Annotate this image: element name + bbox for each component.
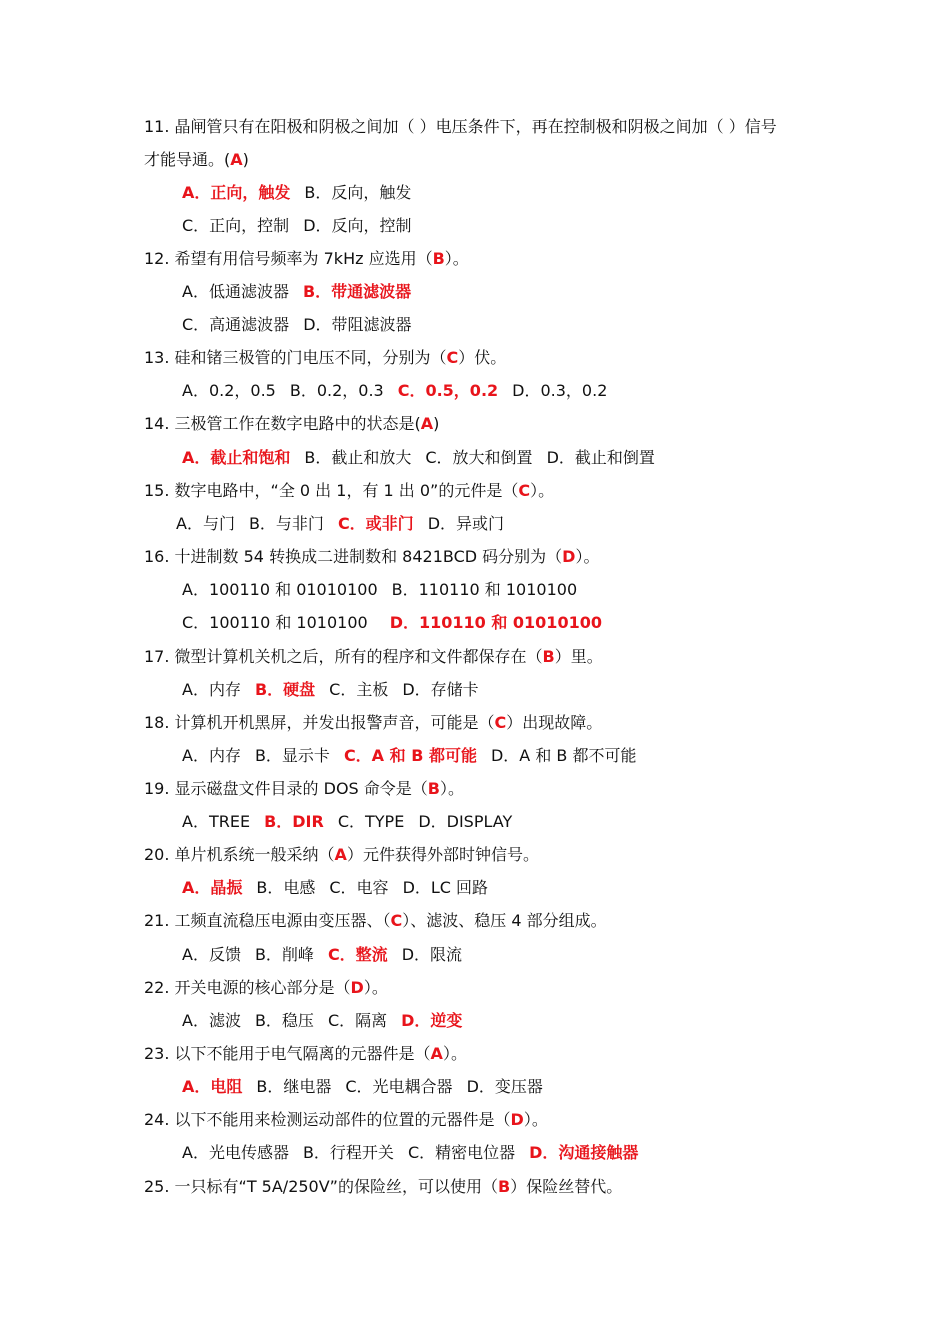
stem-text: ）出现故障。: [506, 713, 603, 732]
stem-text: 23. 以下不能用于电气隔离的元器件是（: [144, 1044, 431, 1063]
question-12-options-2: [182, 313, 862, 337]
question-11-stem: [144, 115, 824, 139]
stem-text: 14. 三极管工作在数字电路中的状态是(: [144, 414, 421, 433]
question-21-options: [182, 943, 862, 967]
answer-letter: D: [562, 547, 576, 566]
option-correct: B．硬盘: [254, 680, 316, 699]
question-16-stem: [144, 545, 824, 569]
option-correct: C．0.5，0.2: [397, 381, 499, 400]
question-25-stem: [144, 1175, 824, 1199]
option: D．变压器: [466, 1077, 543, 1096]
question-18-stem: [144, 711, 824, 735]
question-23-stem: [144, 1042, 824, 1066]
question-22-stem: [144, 976, 824, 1000]
option-correct: D．逆变: [401, 1011, 463, 1030]
question-12-options-1: [182, 280, 862, 304]
option: D．0.3，0.2: [512, 381, 608, 400]
option: A．滤波: [182, 1011, 241, 1030]
option: C．隔离: [327, 1011, 388, 1030]
stem-text: ）。: [523, 1110, 548, 1129]
option-correct: A．电阻: [182, 1077, 243, 1096]
stem-text: ）。: [439, 779, 464, 798]
question-24-options: [182, 1141, 862, 1165]
answer-letter: B: [427, 779, 440, 798]
answer-letter: B: [432, 249, 445, 268]
option: C．电容: [329, 878, 389, 897]
stem-text: ）。: [363, 978, 388, 997]
stem-text: ）。: [444, 249, 469, 268]
option-correct: B．带通滤波器: [302, 282, 412, 301]
stem-text: 12. 希望有用信号频率为 7kHz 应选用（: [144, 249, 433, 268]
stem-text: ): [242, 150, 249, 169]
question-20-options: [182, 876, 862, 900]
option-correct: A．晶振: [182, 878, 243, 897]
option-correct: D．110110 和 01010100: [389, 613, 602, 632]
option-correct: A．正向，触发: [182, 183, 291, 202]
question-19-stem: [144, 777, 824, 801]
option: B．反向，触发: [304, 183, 412, 202]
answer-letter: C: [390, 911, 403, 930]
answer-letter: C: [518, 481, 531, 500]
question-17-options: [182, 678, 862, 702]
question-11-options-2: [182, 214, 862, 238]
question-11-options-1: [182, 181, 862, 205]
stem-text: 才能导通。(: [144, 150, 231, 169]
option-correct: C．A 和 B 都可能: [343, 746, 477, 765]
stem-text: 22. 开关电源的核心部分是（: [144, 978, 351, 997]
option: A．内存: [182, 680, 241, 699]
option: D．DISPLAY: [418, 812, 513, 831]
answer-letter: C: [494, 713, 507, 732]
stem-text: 24. 以下不能用来检测运动部件的位置的元器件是（: [144, 1110, 511, 1129]
question-16-options-2: [182, 611, 862, 635]
stem-text: ）保险丝替代。: [510, 1177, 623, 1196]
option: B．继电器: [256, 1077, 332, 1096]
question-16-options-1: [182, 578, 862, 602]
option: C．主板: [329, 680, 389, 699]
answer-letter: A: [334, 845, 347, 864]
option: B．电感: [256, 878, 316, 897]
stem-text: ）伏。: [458, 348, 507, 367]
stem-text: 17. 微型计算机关机之后，所有的程序和文件都保存在（: [144, 647, 543, 666]
option-correct: A．截止和饱和: [182, 448, 291, 467]
question-13-stem: [144, 346, 824, 370]
option: B．稳压: [254, 1011, 314, 1030]
answer-letter: B: [542, 647, 555, 666]
option: A．反馈: [182, 945, 241, 964]
option: B．110110 和 1010100: [391, 580, 578, 599]
option: A．与门: [176, 514, 235, 533]
question-14-stem: [144, 412, 824, 436]
option: C．正向，控制: [182, 216, 290, 235]
option: B．与非门: [248, 514, 324, 533]
stem-text: 20. 单片机系统一般采纳（: [144, 845, 335, 864]
question-21-stem: [144, 909, 824, 933]
answer-letter: B: [497, 1177, 511, 1196]
option: D．限流: [401, 945, 463, 964]
stem-text: 13. 硅和锗三极管的门电压不同，分别为（: [144, 348, 447, 367]
option: B．行程开关: [302, 1143, 394, 1162]
option: C．100110 和 1010100: [182, 613, 368, 632]
option: C．高通滤波器: [182, 315, 290, 334]
answer-letter: A: [420, 414, 434, 433]
question-15-options: [176, 512, 856, 536]
answer-letter: D: [350, 978, 364, 997]
option: B．显示卡: [254, 746, 330, 765]
option: C．精密电位器: [407, 1143, 516, 1162]
stem-text: ）。: [442, 1044, 467, 1063]
stem-text: ）。: [530, 481, 555, 500]
stem-text: 18. 计算机开机黑屏，并发出报警声音，可能是（: [144, 713, 495, 732]
option-correct: D．沟通接触器: [529, 1143, 639, 1162]
stem-text: 16. 十进制数 54 转换成二进制数和 8421BCD 码分别为（: [144, 547, 563, 566]
question-13-options: [182, 379, 862, 403]
option: A．0.2，0.5: [182, 381, 276, 400]
question-24-stem: [144, 1108, 824, 1132]
answer-letter: A: [230, 150, 243, 169]
question-20-stem: [144, 843, 824, 867]
option: D．反向，控制: [303, 216, 412, 235]
option-correct: B．DIR: [264, 812, 324, 831]
answer-letter: A: [430, 1044, 443, 1063]
option: B．削峰: [254, 945, 314, 964]
option: A．100110 和 01010100: [182, 580, 378, 599]
stem-text: ）、滤波、稳压 4 部分组成。: [402, 911, 607, 930]
option-correct: C．或非门: [337, 514, 414, 533]
option: C．放大和倒置: [425, 448, 533, 467]
option: D．带阻滤波器: [303, 315, 412, 334]
stem-text: 25. 一只标有“T 5A/250V”的保险丝，可以使用（: [144, 1177, 498, 1196]
answer-letter: C: [446, 348, 459, 367]
option: A．光电传感器: [182, 1143, 289, 1162]
question-19-options: [182, 810, 862, 834]
option: B．截止和放大: [304, 448, 412, 467]
option: D．A 和 B 都不可能: [490, 746, 637, 765]
option: C．TYPE: [337, 812, 405, 831]
question-18-options: [182, 744, 862, 768]
question-22-options: [182, 1009, 862, 1033]
option: A．TREE: [182, 812, 251, 831]
stem-text: ）里。: [554, 647, 603, 666]
stem-text: ): [433, 414, 440, 433]
option: B．0.2，0.3: [289, 381, 384, 400]
option-correct: C．整流: [327, 945, 388, 964]
question-11-stem-cont: [144, 148, 824, 172]
option: D．存储卡: [402, 680, 479, 699]
option: D．截止和倒置: [546, 448, 655, 467]
stem-text: 11. 晶闸管只有在阳极和阴极之间加（ ）电压条件下，再在控制极和阴极之间加（ ）信号: [144, 117, 777, 136]
stem-text: 21. 工频直流稳压电源由变压器、（: [144, 911, 391, 930]
option: D．LC 回路: [402, 878, 489, 897]
option: A．内存: [182, 746, 241, 765]
question-23-options: [182, 1075, 862, 1099]
stem-text: ）。: [575, 547, 600, 566]
option: C．光电耦合器: [345, 1077, 453, 1096]
question-14-options: [182, 446, 862, 470]
option: A．低通滤波器: [182, 282, 289, 301]
stem-text: 15. 数字电路中，“全 0 出 1，有 1 出 0”的元件是（: [144, 481, 519, 500]
question-15-stem: [144, 479, 824, 503]
stem-text: 19. 显示磁盘文件目录的 DOS 命令是（: [144, 779, 428, 798]
stem-text: ）元件获得外部时钟信号。: [346, 845, 539, 864]
answer-letter: D: [510, 1110, 524, 1129]
option: D．异或门: [427, 514, 505, 533]
question-12-stem: [144, 247, 824, 271]
question-17-stem: [144, 645, 824, 669]
